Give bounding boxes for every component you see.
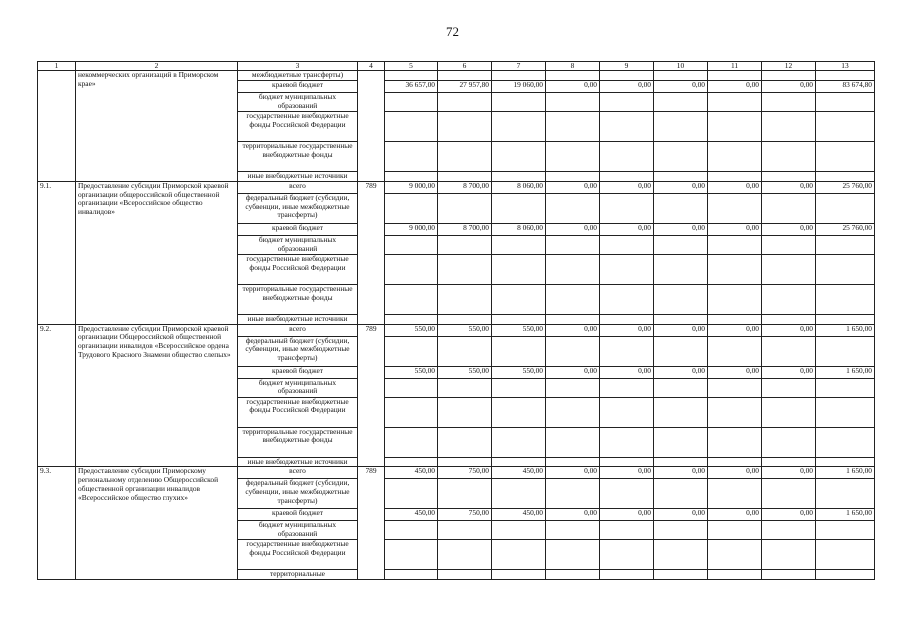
value-cell [546, 284, 600, 314]
funding-source: федеральный бюджет (субсидии, субвенции, иные межбюджетные трансферты) [238, 336, 358, 366]
value-cell [654, 235, 708, 254]
value-cell: 0,00 [654, 223, 708, 235]
value-cell [654, 570, 708, 580]
value-cell [708, 314, 762, 324]
value-cell [654, 479, 708, 509]
value-cell [385, 479, 438, 509]
value-cell [385, 336, 438, 366]
value-cell: 450,00 [385, 467, 438, 479]
value-cell [492, 71, 546, 81]
value-cell [708, 284, 762, 314]
funding-source: краевой бюджет [238, 509, 358, 521]
value-cell [492, 457, 546, 467]
value-cell: 0,00 [654, 509, 708, 521]
value-cell: 450,00 [492, 467, 546, 479]
value-cell: 0,00 [762, 181, 816, 193]
value-cell [708, 254, 762, 284]
value-cell [600, 254, 654, 284]
column-header: 2 [76, 62, 238, 71]
value-cell: 0,00 [600, 181, 654, 193]
value-cell [654, 284, 708, 314]
value-cell: 750,00 [438, 509, 492, 521]
value-cell [816, 521, 875, 540]
value-cell: 550,00 [385, 366, 438, 378]
value-cell [385, 93, 438, 112]
column-header: 11 [708, 62, 762, 71]
funding-source: федеральный бюджет (субсидии, субвенции, иные межбюджетные трансферты) [238, 193, 358, 223]
funding-source: межбюджетные трансферты) [238, 71, 358, 81]
value-cell [762, 540, 816, 570]
value-cell [600, 397, 654, 427]
value-cell [816, 540, 875, 570]
value-cell [438, 570, 492, 580]
item-number: 9.2. [38, 324, 76, 467]
value-cell: 0,00 [708, 181, 762, 193]
value-cell: 0,00 [762, 366, 816, 378]
value-cell [600, 314, 654, 324]
funding-source: бюджет муниципальных образований [238, 521, 358, 540]
value-cell [492, 142, 546, 172]
value-cell: 550,00 [438, 324, 492, 336]
funding-source: иные внебюджетные источники [238, 172, 358, 182]
value-cell [385, 457, 438, 467]
value-cell [816, 378, 875, 397]
column-header: 13 [816, 62, 875, 71]
value-cell: 1 650,00 [816, 366, 875, 378]
value-cell [438, 284, 492, 314]
value-cell [600, 71, 654, 81]
value-cell [385, 235, 438, 254]
funding-source: всего [238, 324, 358, 336]
value-cell [708, 142, 762, 172]
value-cell: 8 700,00 [438, 181, 492, 193]
value-cell [385, 570, 438, 580]
value-cell [492, 172, 546, 182]
value-cell [762, 521, 816, 540]
value-cell: 0,00 [546, 324, 600, 336]
value-cell: 0,00 [546, 181, 600, 193]
value-cell: 9 000,00 [385, 181, 438, 193]
value-cell [492, 570, 546, 580]
value-cell [816, 172, 875, 182]
item-name: Предоставление субсидии Приморской краевой организации общероссийской общественной организации «Всероссийское общество инвалидов» [76, 181, 238, 324]
value-cell [600, 336, 654, 366]
column-header: 9 [600, 62, 654, 71]
value-cell [762, 254, 816, 284]
value-cell: 550,00 [492, 366, 546, 378]
value-cell [600, 378, 654, 397]
value-cell [546, 235, 600, 254]
value-cell [816, 93, 875, 112]
value-cell [762, 193, 816, 223]
value-cell: 0,00 [708, 366, 762, 378]
value-cell [762, 570, 816, 580]
value-cell [492, 284, 546, 314]
value-cell [492, 540, 546, 570]
value-cell [600, 457, 654, 467]
value-cell [600, 284, 654, 314]
funding-source: иные внебюджетные источники [238, 314, 358, 324]
value-cell [492, 314, 546, 324]
column-header: 1 [38, 62, 76, 71]
value-cell [654, 457, 708, 467]
funding-source: краевой бюджет [238, 366, 358, 378]
value-cell: 8 060,00 [492, 181, 546, 193]
value-cell [816, 254, 875, 284]
value-cell [762, 336, 816, 366]
value-cell [385, 71, 438, 81]
value-cell [708, 172, 762, 182]
value-cell [492, 112, 546, 142]
value-cell [438, 254, 492, 284]
value-cell: 27 957,80 [438, 81, 492, 93]
value-cell: 8 060,00 [492, 223, 546, 235]
value-cell: 0,00 [762, 467, 816, 479]
table-row [38, 71, 875, 81]
item-name: Предоставление субсидии Приморской краевой организации Общероссийской общественной организации инвалидов «Всероссийское ордена Трудового Красного Знамени общество слепых» [76, 324, 238, 467]
value-cell: 550,00 [492, 324, 546, 336]
value-cell: 550,00 [385, 324, 438, 336]
value-cell [438, 172, 492, 182]
value-cell: 0,00 [708, 509, 762, 521]
value-cell [762, 93, 816, 112]
value-cell: 0,00 [762, 81, 816, 93]
value-cell [492, 254, 546, 284]
value-cell [762, 142, 816, 172]
funding-source: бюджет муниципальных образований [238, 93, 358, 112]
value-cell [438, 314, 492, 324]
value-cell [708, 235, 762, 254]
item-code [358, 71, 385, 182]
item-code: 789 [358, 467, 385, 580]
value-cell [654, 71, 708, 81]
value-cell [492, 235, 546, 254]
value-cell [438, 112, 492, 142]
table-row [38, 467, 875, 479]
value-cell [708, 378, 762, 397]
value-cell [708, 540, 762, 570]
value-cell [816, 71, 875, 81]
funding-source: государственные внебюджетные фонды Российской Федерации [238, 254, 358, 284]
value-cell [762, 457, 816, 467]
funding-source: федеральный бюджет (субсидии, субвенции, иные межбюджетные трансферты) [238, 479, 358, 509]
column-header: 6 [438, 62, 492, 71]
value-cell: 0,00 [654, 81, 708, 93]
funding-source: территориальные государственные внебюджетные фонды [238, 142, 358, 172]
value-cell: 550,00 [438, 366, 492, 378]
value-cell [492, 427, 546, 457]
value-cell [816, 235, 875, 254]
column-header: 7 [492, 62, 546, 71]
column-header: 5 [385, 62, 438, 71]
value-cell [492, 521, 546, 540]
value-cell [762, 314, 816, 324]
value-cell [762, 427, 816, 457]
value-cell [385, 284, 438, 314]
value-cell [816, 397, 875, 427]
value-cell [546, 112, 600, 142]
value-cell [600, 540, 654, 570]
funding-source: государственные внебюджетные фонды Российской Федерации [238, 397, 358, 427]
value-cell [385, 521, 438, 540]
value-cell: 0,00 [600, 467, 654, 479]
column-header: 12 [762, 62, 816, 71]
funding-source: бюджет муниципальных образований [238, 235, 358, 254]
value-cell [385, 314, 438, 324]
value-cell [385, 193, 438, 223]
value-cell [438, 93, 492, 112]
value-cell: 25 760,00 [816, 223, 875, 235]
funding-source: государственные внебюджетные фонды Российской Федерации [238, 112, 358, 142]
value-cell: 0,00 [762, 324, 816, 336]
funding-source: всего [238, 181, 358, 193]
funding-source: государственные внебюджетные фонды Российской Федерации [238, 540, 358, 570]
value-cell: 8 700,00 [438, 223, 492, 235]
funding-source: всего [238, 467, 358, 479]
value-cell [654, 254, 708, 284]
value-cell: 450,00 [492, 509, 546, 521]
value-cell [654, 93, 708, 112]
value-cell: 0,00 [600, 324, 654, 336]
funding-source: бюджет муниципальных образований [238, 378, 358, 397]
value-cell [600, 172, 654, 182]
value-cell: 0,00 [762, 223, 816, 235]
value-cell [654, 112, 708, 142]
value-cell [438, 71, 492, 81]
value-cell [708, 193, 762, 223]
value-cell [385, 540, 438, 570]
value-cell: 1 650,00 [816, 467, 875, 479]
value-cell: 0,00 [600, 81, 654, 93]
value-cell [708, 397, 762, 427]
value-cell [708, 479, 762, 509]
item-code: 789 [358, 324, 385, 467]
value-cell: 0,00 [654, 181, 708, 193]
value-cell: 0,00 [708, 81, 762, 93]
value-cell [654, 193, 708, 223]
value-cell [600, 570, 654, 580]
value-cell [816, 570, 875, 580]
value-cell: 19 060,00 [492, 81, 546, 93]
value-cell [816, 314, 875, 324]
value-cell [492, 93, 546, 112]
value-cell: 1 650,00 [816, 509, 875, 521]
value-cell: 1 650,00 [816, 324, 875, 336]
value-cell [492, 378, 546, 397]
value-cell [546, 254, 600, 284]
value-cell [385, 427, 438, 457]
value-cell [708, 457, 762, 467]
value-cell [654, 314, 708, 324]
funding-source: иные внебюджетные источники [238, 457, 358, 467]
value-cell [438, 397, 492, 427]
column-header: 8 [546, 62, 600, 71]
value-cell [708, 93, 762, 112]
item-name: Предоставление субсидии Приморскому региональному отделению Общероссийской общественной организации инвалидов «Всероссийское общество глухих» [76, 467, 238, 580]
value-cell: 9 000,00 [385, 223, 438, 235]
funding-source: территориальные государственные внебюджетные фонды [238, 284, 358, 314]
value-cell [546, 378, 600, 397]
item-number: 9.3. [38, 467, 76, 580]
value-cell [762, 112, 816, 142]
value-cell: 36 657,00 [385, 81, 438, 93]
item-number [38, 71, 76, 182]
value-cell: 0,00 [708, 324, 762, 336]
value-cell [492, 479, 546, 509]
value-cell [546, 397, 600, 427]
value-cell [654, 540, 708, 570]
item-code: 789 [358, 181, 385, 324]
value-cell [438, 427, 492, 457]
value-cell [708, 521, 762, 540]
budget-table [37, 61, 875, 580]
value-cell [762, 479, 816, 509]
value-cell [762, 71, 816, 81]
value-cell [816, 142, 875, 172]
value-cell [546, 172, 600, 182]
value-cell [546, 570, 600, 580]
value-cell [816, 457, 875, 467]
value-cell: 0,00 [546, 467, 600, 479]
value-cell [546, 314, 600, 324]
value-cell [600, 112, 654, 142]
value-cell [654, 521, 708, 540]
value-cell [546, 71, 600, 81]
column-header: 10 [654, 62, 708, 71]
value-cell [600, 142, 654, 172]
value-cell [385, 142, 438, 172]
value-cell [762, 235, 816, 254]
value-cell: 83 674,80 [816, 81, 875, 93]
page-number: 72 [446, 24, 459, 39]
value-cell [492, 336, 546, 366]
value-cell [654, 172, 708, 182]
value-cell [654, 142, 708, 172]
value-cell [438, 540, 492, 570]
value-cell: 750,00 [438, 467, 492, 479]
value-cell: 0,00 [762, 509, 816, 521]
value-cell [708, 71, 762, 81]
value-cell: 0,00 [654, 366, 708, 378]
value-cell: 0,00 [654, 324, 708, 336]
table-row [38, 181, 875, 193]
value-cell [438, 336, 492, 366]
value-cell [546, 457, 600, 467]
value-cell [546, 142, 600, 172]
funding-source: краевой бюджет [238, 81, 358, 93]
value-cell [546, 479, 600, 509]
value-cell [600, 93, 654, 112]
value-cell [600, 479, 654, 509]
value-cell [654, 397, 708, 427]
value-cell [708, 427, 762, 457]
value-cell: 0,00 [654, 467, 708, 479]
funding-source: краевой бюджет [238, 223, 358, 235]
value-cell [438, 235, 492, 254]
value-cell [816, 284, 875, 314]
value-cell: 0,00 [600, 366, 654, 378]
value-cell [708, 570, 762, 580]
value-cell [600, 235, 654, 254]
value-cell: 0,00 [708, 467, 762, 479]
value-cell [385, 172, 438, 182]
column-header-row [38, 62, 875, 71]
value-cell [600, 193, 654, 223]
value-cell [385, 112, 438, 142]
value-cell [816, 193, 875, 223]
value-cell [816, 427, 875, 457]
value-cell [600, 427, 654, 457]
column-header: 3 [238, 62, 358, 71]
value-cell [438, 521, 492, 540]
value-cell [708, 112, 762, 142]
value-cell [438, 142, 492, 172]
value-cell [385, 254, 438, 284]
value-cell [492, 193, 546, 223]
value-cell [546, 540, 600, 570]
value-cell [816, 479, 875, 509]
funding-source: территориальные государственные внебюджетные фонды [238, 427, 358, 457]
value-cell [762, 378, 816, 397]
value-cell: 0,00 [708, 223, 762, 235]
value-cell [438, 193, 492, 223]
value-cell: 0,00 [546, 223, 600, 235]
value-cell [546, 336, 600, 366]
value-cell [816, 112, 875, 142]
value-cell: 0,00 [546, 366, 600, 378]
value-cell [438, 457, 492, 467]
value-cell: 450,00 [385, 509, 438, 521]
value-cell [546, 93, 600, 112]
value-cell [654, 336, 708, 366]
value-cell: 25 760,00 [816, 181, 875, 193]
value-cell [385, 378, 438, 397]
value-cell [654, 427, 708, 457]
value-cell [492, 397, 546, 427]
funding-source: территориальные [238, 570, 358, 580]
value-cell [762, 284, 816, 314]
value-cell [385, 397, 438, 427]
value-cell [762, 397, 816, 427]
value-cell [762, 172, 816, 182]
value-cell: 0,00 [546, 81, 600, 93]
value-cell [654, 378, 708, 397]
value-cell [546, 427, 600, 457]
value-cell: 0,00 [600, 223, 654, 235]
value-cell [546, 193, 600, 223]
value-cell [438, 479, 492, 509]
value-cell [600, 521, 654, 540]
value-cell [708, 336, 762, 366]
table-row [38, 324, 875, 336]
column-header: 4 [358, 62, 385, 71]
value-cell [438, 378, 492, 397]
value-cell [546, 521, 600, 540]
value-cell: 0,00 [600, 509, 654, 521]
value-cell [816, 336, 875, 366]
item-name: некоммерческих организаций в Приморском крае» [76, 71, 238, 182]
item-number: 9.1. [38, 181, 76, 324]
value-cell: 0,00 [546, 509, 600, 521]
